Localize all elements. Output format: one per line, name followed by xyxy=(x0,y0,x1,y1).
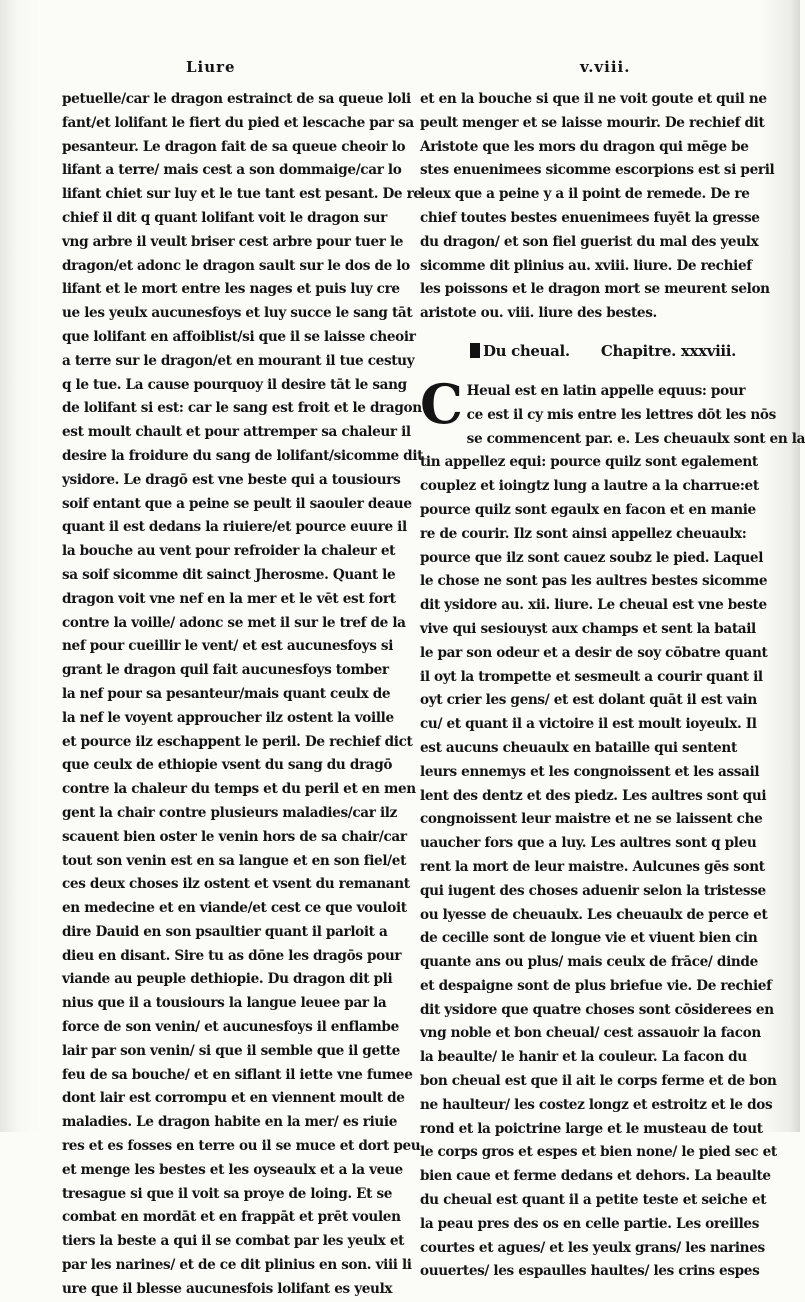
text-line: la beaulte/ le hanir et la couleur. La facon du xyxy=(420,1049,747,1066)
running-head-left: Liure xyxy=(186,58,236,76)
text-line: du cheual est quant il a petite teste et seiche et xyxy=(420,1192,767,1209)
text-line: ouuertes/ les espaulles haultes/ les crins espes xyxy=(420,1263,760,1280)
text-line: pource que ilz sont cauez soubz le pied. Laquel xyxy=(420,549,764,566)
text-line: lifant chiet sur luy et le tue tant est pesant. De re xyxy=(62,186,422,203)
text-line: le corps gros et espes et bien none/ le pied sec et xyxy=(420,1144,777,1161)
right-text-column xyxy=(420,88,805,1284)
text-line: soif entant que a peine se peult il saouler deaue xyxy=(62,495,412,512)
text-line: dragon voit vne nef en la mer et le vēt est fort xyxy=(62,590,396,607)
drop-cap-initial: C xyxy=(420,371,463,436)
text-line: sa soif sicomme dit sainct Jherosme. Quant le xyxy=(62,566,396,583)
text-line: Heual est en latin appelle equus: pour xyxy=(466,382,746,399)
pilcrow-icon xyxy=(470,343,480,358)
text-line: ce est il cy mis entre les lettres dōt les nōs xyxy=(466,406,776,423)
running-head-right: v.viii. xyxy=(580,58,631,76)
text-line: courtes et agues/ et les yeulx grans/ les narines xyxy=(420,1239,765,1256)
text-line: leux que a peine y a il point de remede. De re xyxy=(420,186,750,203)
text-line: pource quilz sont egaulx en facon et en manie xyxy=(420,501,756,518)
text-line: la peau pres des os en celle partie. Les oreilles xyxy=(420,1215,760,1232)
text-line: dragon/et adonc le dragon sault sur le dos de lo xyxy=(62,257,410,274)
left-text-column xyxy=(62,88,424,1302)
right-column-chapter-text xyxy=(420,371,805,1284)
text-line: est moult chault et pour attremper sa chaleur il xyxy=(62,424,411,441)
text-line: le par son odeur et a desir de soy cōbatre quant xyxy=(420,644,768,661)
text-line: la bouche au vent pour refroider la chaleur et xyxy=(62,543,396,560)
text-line: lifant a terre/ mais cest a son dommaige/car lo xyxy=(62,162,402,179)
text-line: bien caue et ferme dedans et dehors. La beaulte xyxy=(420,1168,771,1185)
text-line: la nef pour sa pesanteur/mais quant ceulx de xyxy=(62,685,391,702)
text-line: tresague si que il voit sa proye de loing. Et se xyxy=(62,1185,393,1202)
text-line: ure que il blesse aucunesfois lolifant es yeulx xyxy=(62,1280,393,1297)
text-line: petuelle/car le dragon estrainct de sa queue loli xyxy=(62,91,411,107)
text-line: contre la voille/ adonc se met il sur le tref de la xyxy=(62,614,406,631)
text-line: fant/et lolifant le fiert du pied et lescache par sa xyxy=(62,114,414,131)
text-line: q le tue. La cause pourquoy il desire tāt le sang xyxy=(62,376,407,393)
text-line: dit ysidore que quatre choses sont cōsiderees en xyxy=(420,1001,774,1018)
text-line: viande au peuple dethiopie. Du dragon dit pli xyxy=(62,971,393,988)
chapter-title-wrap xyxy=(470,340,570,364)
text-line: nius que il a tousiours la langue leuee par la xyxy=(62,995,387,1012)
text-line: res et es fosses en terre ou il se muce et dort peu xyxy=(62,1138,421,1155)
text-line: et en la bouche si que il ne voit goute et quil ne xyxy=(420,91,767,107)
text-line: oyt crier les gens/ et est dolant quāt il est vain xyxy=(420,692,757,709)
text-line: ou lyesse de cheuaulx. Les cheuaulx de perce et xyxy=(420,906,768,923)
text-line: tout son venin est en sa langue et en son fiel/et xyxy=(62,852,407,869)
text-line: uaucher fors que a luy. Les aultres sont q pleu xyxy=(420,835,757,852)
text-line: chief il dit q quant lolifant voit le dragon sur xyxy=(62,209,387,226)
text-line: en medecine et en viande/et cest ce que vouloit xyxy=(62,900,407,917)
text-line: les poissons et le dragon mort se meurent selon xyxy=(420,281,770,298)
text-line: peult menger et se laisse mourir. De rechief dit xyxy=(420,114,765,131)
text-line: force de son venin/ et aucunesfoys il enflambe xyxy=(62,1019,399,1036)
text-line: tiers la beste a qui il se combat par les yeulx et xyxy=(62,1233,405,1250)
text-line: pesanteur. Le dragon fait de sa queue cheoir lo xyxy=(62,138,406,155)
text-line: dont lair est corrompu et en viennent moult de xyxy=(62,1090,405,1107)
text-line: aristote ou. viii. liure des bestes. xyxy=(420,305,657,322)
text-line: sicomme dit plinius au. xviii. liure. De rechief xyxy=(420,257,752,274)
text-line: congnoissent leur maistre et ne se laissent che xyxy=(420,811,763,828)
text-line: combat en mordāt et en frappāt et prēt voulen xyxy=(62,1209,401,1226)
chapter-heading xyxy=(420,328,756,376)
text-line: cu/ et quant il a victoire il est moult ioyeulx. Il xyxy=(420,716,757,733)
text-line: ysidore. Le dragō est vne beste qui a tousiours xyxy=(62,471,401,488)
text-line: et pource ilz eschappent le peril. De rechief dict xyxy=(62,733,413,750)
text-line: scauent bien oster le venin hors de sa chair/car xyxy=(62,828,407,845)
text-line: que ceulx de ethiopie vsent du sang du dragō xyxy=(62,757,393,774)
text-line: re de courir. Ilz sont ainsi appellez cheuaulx: xyxy=(420,525,747,542)
text-line: de lolifant si est: car le sang est froit et le dragon xyxy=(62,400,422,417)
text-line: chief toutes bestes enuenimees fuyēt la gresse xyxy=(420,209,760,226)
text-line: leurs ennemys et les congnoissent et les assail xyxy=(420,763,760,780)
text-line: quant il est dedans la riuiere/et pource euure il xyxy=(62,519,407,536)
text-line: rent la mort de leur maistre. Aulcunes gēs sont xyxy=(420,858,765,875)
text-line: le chose ne sont pas les aultres bestes sicomme xyxy=(420,573,768,590)
text-line: lair par son venin/ si que il semble que il gette xyxy=(62,1042,400,1059)
text-line: contre la chaleur du temps et du peril et en men xyxy=(62,781,416,798)
chapter-number: Chapitre. xxxviii. xyxy=(600,342,736,361)
text-line: du dragon/ et son fiel guerist du mal des yeulx xyxy=(420,233,759,250)
chapter-title: Du cheual. xyxy=(483,342,570,361)
text-line: ue les yeulx aucunesfoys et luy succe le sang tāt xyxy=(62,305,413,322)
text-line: que lolifant en affoiblist/si que il se laisse cheoir xyxy=(62,328,416,345)
text-line: de cecille sont de longue vie et viuent bien cin xyxy=(420,930,758,947)
text-line: Aristote que les mors du dragon qui mēge be xyxy=(420,138,749,155)
text-line: qui iugent des choses aduenir selon la tristesse xyxy=(420,882,766,899)
text-line: lent des dentz et des piedz. Les aultres sont qui xyxy=(420,787,767,804)
text-line: tin appellez equi: pource quilz sont egalement xyxy=(420,454,758,471)
text-line: grant le dragon quil fait aucunesfoys tomber xyxy=(62,662,389,679)
text-line: se commencent par. e. Les cheuaulx sont en la xyxy=(466,430,805,447)
text-line: quante ans ou plus/ mais ceulx de frāce/ dinde xyxy=(420,954,758,971)
text-line: et despaigne sont de plus briefue vie. De rechief xyxy=(420,977,772,994)
text-line: vng arbre il veult briser cest arbre pour tuer le xyxy=(62,233,404,250)
text-line: vng noble et bon cheual/ cest assauoir la facon xyxy=(420,1025,761,1042)
text-line: a terre sur le dragon/et en mourant il tue cestuy xyxy=(62,352,415,369)
text-line: rond et la poictrine large et le musteau de tout xyxy=(420,1120,763,1137)
text-line: maladies. Le dragon habite en la mer/ es riuie xyxy=(62,1114,398,1131)
text-line: dieu en disant. Sire tu as dōne les dragōs pour xyxy=(62,947,402,964)
text-line: gent la chair contre plusieurs maladies/car ilz xyxy=(62,804,397,821)
text-line: feu de sa bouche/ et en siflant il iette vne fumee xyxy=(62,1066,413,1083)
text-line: par les narines/ et de ce dit plinius en son. viii li xyxy=(62,1257,412,1274)
text-line: desire la froidure du sang de lolifant/sicomme dit xyxy=(62,447,424,464)
text-line: dit ysidore au. xii. liure. Le cheual est vne beste xyxy=(420,597,767,614)
right-column-top-text xyxy=(420,88,775,326)
text-line: ces deux choses ilz ostent et vsent du remanant xyxy=(62,876,410,893)
text-line: stes enuenimees sicomme escorpions est si peril xyxy=(420,162,775,179)
text-line: lifant et le mort entre les nages et puis luy cre xyxy=(62,281,400,298)
text-line: bon cheual est que il ait le corps ferme et de bon xyxy=(420,1073,777,1090)
text-line: vive qui sesiouyst aux champs et sent la batail xyxy=(420,620,756,637)
text-line: ne haulteur/ les costez longz et estroitz et le dos xyxy=(420,1096,773,1113)
text-line: est aucuns cheuaulx en bataille qui sentent xyxy=(420,739,737,756)
text-line: nef pour cueillir le vent/ et est aucunesfoys si xyxy=(62,638,394,655)
text-line: il oyt la trompette et sesmeult a courir quant il xyxy=(420,668,763,685)
text-line: et menge les bestes et les oyseaulx et a la veue xyxy=(62,1161,403,1178)
text-line: la nef le voyent approucher ilz ostent la voille xyxy=(62,709,394,726)
text-line: couplez et ioingtz lung a lautre a la charrue:et xyxy=(420,478,759,495)
text-line: dire Dauid en son psaultier quant il parloit a xyxy=(62,923,388,940)
